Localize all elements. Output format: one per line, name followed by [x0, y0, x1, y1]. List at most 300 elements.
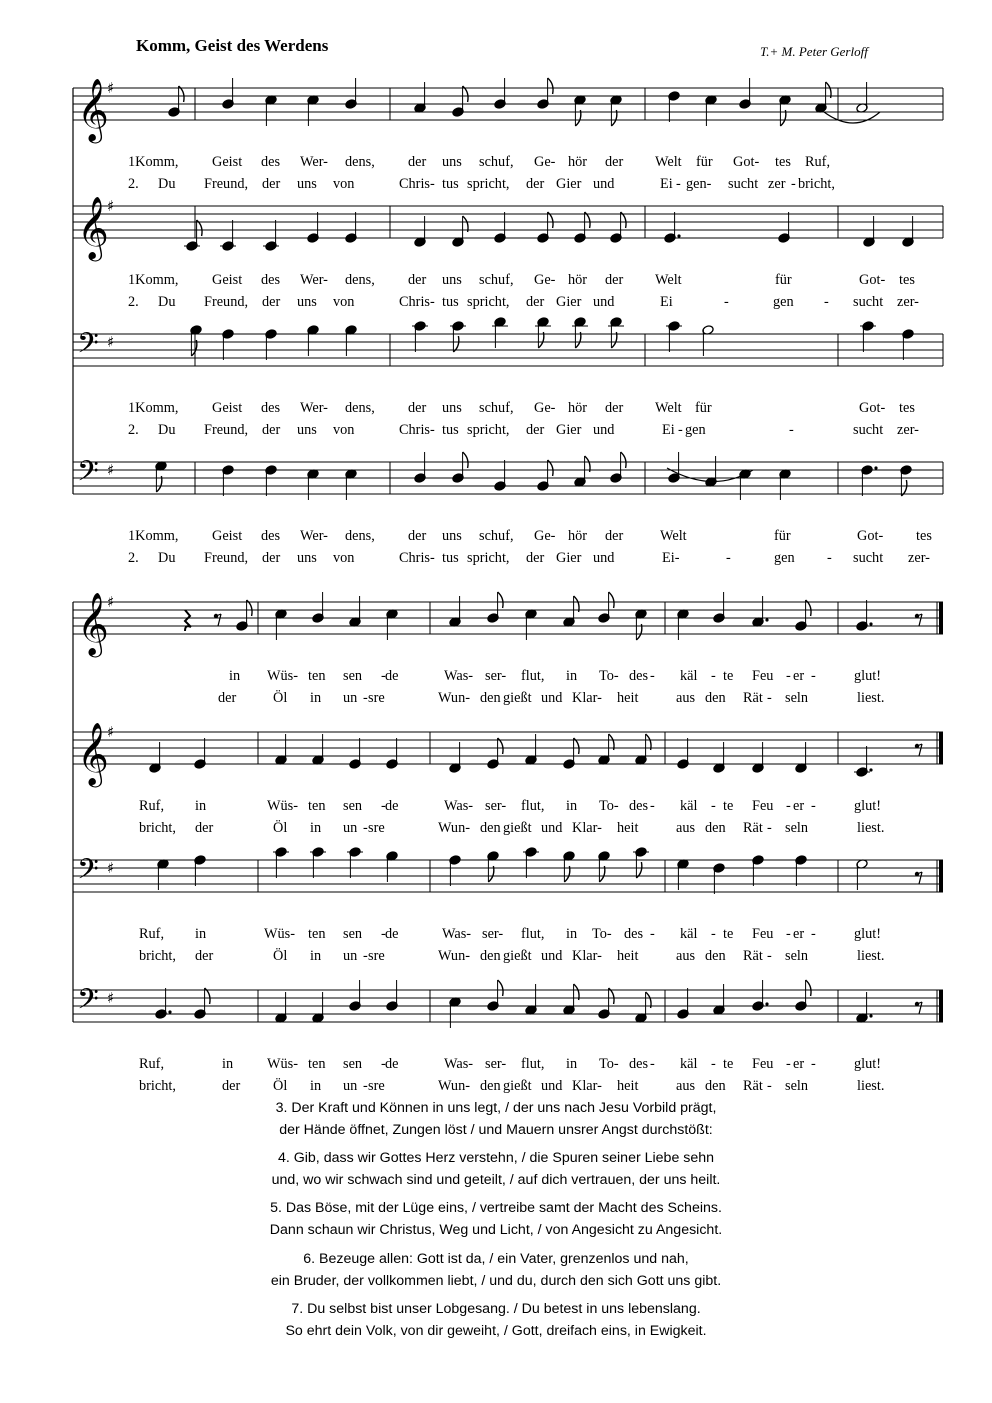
key-sharp-icon: ♯: [107, 333, 115, 351]
lyric-syllable: von: [333, 550, 355, 566]
lyric-syllable: liest.: [857, 820, 885, 836]
lyric-syllable: Feu: [752, 1056, 774, 1072]
lyric-syllable: den: [480, 690, 501, 706]
lyric-syllable: -: [789, 422, 794, 438]
lyric-syllable: und: [541, 820, 563, 836]
lyric-syllable: -: [824, 294, 829, 310]
lyric-syllable: dens,: [345, 528, 375, 544]
key-sharp-icon: ♯: [107, 461, 115, 479]
lyric-syllable: ten: [308, 1056, 326, 1072]
lyric-syllable: sen: [343, 668, 363, 684]
lyric-syllable: Chris-: [399, 294, 435, 310]
lyric-syllable: Klar-: [572, 690, 602, 706]
lyric-syllable: uns: [297, 550, 317, 566]
lyric-syllable: Gier: [556, 294, 582, 310]
lyric-syllable: hör: [568, 528, 588, 544]
lyric-syllable: sre: [368, 948, 385, 964]
lyric-syllable: den: [705, 948, 726, 964]
lyric-syllable: flut,: [521, 926, 545, 942]
lyric-syllable: liest.: [857, 1078, 885, 1094]
lyric-syllable: Welt: [655, 154, 682, 170]
lyric-syllable: Rät: [743, 948, 763, 964]
lyric-syllable: des: [261, 154, 281, 170]
stanza: [0, 1098, 992, 1141]
lyric-syllable: für: [775, 272, 792, 288]
lyric-syllable: Öl: [273, 820, 288, 836]
lyric-syllable: Ge-: [534, 528, 556, 544]
lyric-syllable: -: [827, 550, 832, 566]
lyric-syllable: sre: [368, 1078, 385, 1094]
lyric-syllable: er: [793, 1056, 805, 1072]
lyric-syllable: Freund,: [204, 422, 249, 438]
lyric-syllable: tus: [442, 176, 459, 192]
lyric-syllable: Wer-: [300, 272, 328, 288]
lyric-syllable: liest.: [857, 948, 885, 964]
eighth-rest-icon: [919, 614, 922, 626]
lyric-syllable: sucht: [853, 294, 884, 310]
note-dot: [168, 1010, 171, 1013]
lyric-syllable: gen: [773, 294, 794, 310]
lyric-syllable: tus: [442, 294, 459, 310]
lyric-syllable: gen-: [686, 176, 712, 192]
lyric-syllable: Klar-: [572, 1078, 602, 1094]
lyric-syllable: der: [605, 272, 624, 288]
lyric-syllable: Ruf,: [139, 798, 165, 814]
lyric-syllable: uns: [442, 272, 462, 288]
key-sharp-icon: ♯: [107, 79, 115, 97]
lyric-syllable: Got-: [859, 400, 886, 416]
lyric-syllable: des: [261, 400, 281, 416]
lyric-syllable: sucht: [728, 176, 759, 192]
bass-clef-icon: 𝄢: [77, 853, 99, 893]
lyric-syllable: für: [696, 154, 713, 170]
lyric-syllable: der: [526, 422, 545, 438]
stanza: [0, 1148, 992, 1191]
lyric-syllable: -: [650, 798, 655, 814]
lyric-syllable: de: [385, 926, 399, 942]
lyric-syllable: 1Komm,: [128, 528, 179, 544]
key-sharp-icon: ♯: [107, 859, 115, 877]
song-title: Komm, Geist des Werdens: [136, 36, 329, 55]
stanza-line: ein Bruder, der vollkommen liebt, / und du, durch den sich Gott uns gibt.: [270, 1272, 722, 1289]
lyric-syllable: Geist: [212, 154, 243, 170]
lyric-syllable: uns: [297, 176, 317, 192]
lyric-syllable: gießt: [503, 820, 532, 836]
lyric-syllable: -: [678, 422, 683, 438]
lyric-syllable: To-: [599, 798, 619, 814]
lyric-syllable: de: [385, 1056, 399, 1072]
lyric-syllable: zer-: [897, 294, 919, 310]
lyric-syllable: in: [310, 690, 322, 706]
lyric-syllable: Wüs-: [264, 926, 295, 942]
lyric-syllable: Du: [158, 176, 176, 192]
lyric-syllable: -: [711, 1056, 716, 1072]
treble-clef-icon: 𝄞: [77, 196, 109, 259]
lyric-syllable: -: [786, 798, 791, 814]
lyric-syllable: Welt: [655, 272, 682, 288]
lyric-syllable: Welt: [660, 528, 687, 544]
lyric-syllable: glut!: [854, 1056, 882, 1072]
lyric-syllable: -: [786, 1056, 791, 1072]
lyric-syllable: 1Komm,: [128, 272, 179, 288]
lyric-syllable: sen: [343, 798, 363, 814]
lyric-syllable: des: [629, 798, 649, 814]
lyric-syllable: in: [566, 798, 578, 814]
lyric-syllable: -: [363, 690, 368, 706]
note-dot: [677, 234, 680, 237]
lyric-syllable: für: [774, 528, 791, 544]
stanza: [0, 1249, 992, 1292]
lyric-syllable: -: [363, 948, 368, 964]
lyric-syllable: Rät: [743, 1078, 763, 1094]
lyric-syllable: Öl: [273, 690, 288, 706]
stanza-line: 5. Das Böse, mit der Lüge eins, / vertreibe samt der Macht des Scheins.: [270, 1200, 722, 1216]
lyric-syllable: glut!: [854, 798, 882, 814]
lyric-syllable: Got-: [859, 272, 886, 288]
quarter-rest-icon: [185, 610, 191, 631]
lyric-syllable: Freund,: [204, 294, 249, 310]
note-dot: [869, 622, 872, 625]
lyric-syllable: -: [381, 798, 386, 814]
lyric-syllable: 1Komm,: [128, 154, 179, 170]
key-sharp-icon: ♯: [107, 989, 115, 1007]
lyric-syllable: uns: [442, 154, 462, 170]
lyric-syllable: un: [343, 948, 358, 964]
lyric-syllable: käl: [680, 926, 698, 942]
lyric-syllable: heit: [617, 820, 639, 836]
note-flag: [498, 980, 503, 996]
final-thick-barline: [939, 602, 943, 634]
lyric-syllable: Geist: [212, 528, 243, 544]
lyric-syllable: in: [195, 798, 207, 814]
lyric-syllable: in: [195, 926, 207, 942]
lyric-syllable: gen: [774, 550, 795, 566]
lyric-syllable: Du: [158, 422, 176, 438]
lyric-syllable: Feu: [752, 798, 774, 814]
lyric-syllable: Wüs-: [267, 798, 298, 814]
lyric-syllable: spricht,: [467, 550, 510, 566]
lyric-syllable: der: [218, 690, 237, 706]
lyric-syllable: te: [723, 798, 734, 814]
lyric-syllable: To-: [599, 668, 619, 684]
stanza-line: 3. Der Kraft und Können in uns legt, / der uns nach Jesu Vorbild prägt,: [275, 1100, 717, 1116]
author-credit: T.+ M. Peter Gerloff: [760, 44, 868, 59]
lyric-syllable: Ei: [660, 176, 673, 192]
treble-clef-icon: 𝄞: [77, 722, 109, 785]
lyric-syllable: Wun-: [438, 1078, 470, 1094]
lyric-syllable: der: [262, 294, 281, 310]
lyric-syllable: Wer-: [300, 154, 328, 170]
lyric-syllable: bricht,: [798, 176, 835, 192]
lyric-syllable: 2.: [128, 422, 139, 438]
lyric-syllable: Welt: [655, 400, 682, 416]
lyric-syllable: sen: [343, 1056, 363, 1072]
lyric-syllable: Ei: [660, 294, 673, 310]
lyric-syllable: -: [363, 820, 368, 836]
lyric-syllable: der: [195, 820, 214, 836]
lyric-syllable: Got-: [857, 528, 884, 544]
lyric-syllable: ten: [308, 926, 326, 942]
lyric-syllable: der: [408, 272, 427, 288]
lyric-syllable: Du: [158, 294, 176, 310]
lyric-syllable: -: [786, 926, 791, 942]
note-flag: [548, 78, 553, 94]
lyric-syllable: und: [593, 550, 615, 566]
lyric-syllable: und: [593, 422, 615, 438]
bass-clef-icon: 𝄢: [77, 327, 99, 367]
lyric-syllable: des: [261, 272, 281, 288]
lyric-syllable: der: [526, 294, 545, 310]
lyric-syllable: der: [262, 550, 281, 566]
stanza: [0, 1198, 992, 1241]
lyric-syllable: Freund,: [204, 550, 249, 566]
lyric-syllable: ser-: [485, 798, 507, 814]
lyric-syllable: Chris-: [399, 176, 435, 192]
lyric-syllable: in: [566, 668, 578, 684]
lyric-syllable: flut,: [521, 1056, 545, 1072]
lyric-syllable: bricht,: [139, 820, 176, 836]
stanza-line: der Hände öffnet, Zungen löst / und Mauern unsrer Angst durchstößt:: [279, 1121, 713, 1138]
lyric-syllable: Wun-: [438, 948, 470, 964]
lyric-syllable: Geist: [212, 272, 243, 288]
lyric-syllable: seln: [785, 820, 809, 836]
lyric-syllable: für: [695, 400, 712, 416]
treble-clef-icon: 𝄞: [77, 592, 109, 655]
lyric-syllable: seln: [785, 1078, 809, 1094]
lyric-syllable: flut,: [521, 668, 545, 684]
lyric-syllable: käl: [680, 1056, 698, 1072]
lyric-syllable: Klar-: [572, 948, 602, 964]
lyric-syllable: Rät: [743, 690, 763, 706]
lyric-syllable: und: [541, 690, 563, 706]
lyric-syllable: der: [408, 528, 427, 544]
lyric-syllable: aus: [676, 1078, 696, 1094]
lyric-syllable: in: [229, 668, 241, 684]
lyric-syllable: heit: [617, 948, 639, 964]
lyric-syllable: -: [767, 690, 772, 706]
lyric-syllable: Ruf,: [805, 154, 831, 170]
lyric-syllable: bricht,: [139, 1078, 176, 1094]
eighth-rest-icon: [919, 744, 922, 756]
lyric-syllable: heit: [617, 1078, 639, 1094]
stanza: [0, 1299, 992, 1342]
lyric-syllable: seln: [785, 948, 809, 964]
lyric-syllable: sre: [368, 690, 385, 706]
lyric-syllable: Ei-: [662, 550, 680, 566]
note-flag: [463, 452, 468, 468]
note-dot: [869, 768, 872, 771]
lyric-syllable: in: [566, 926, 578, 942]
lyric-syllable: er: [793, 668, 805, 684]
lyric-syllable: den: [705, 820, 726, 836]
lyric-syllable: 1Komm,: [128, 400, 179, 416]
stanza-line: 7. Du selbst bist unser Lobgesang. / Du betest in uns lebenslang.: [291, 1301, 701, 1317]
lyric-syllable: -: [767, 948, 772, 964]
stanza-line: und, wo wir schwach sind und geteilt, / auf dich vertrauen, der uns heilt.: [271, 1171, 721, 1188]
lyric-syllable: tes: [899, 272, 915, 288]
lyric-syllable: -: [381, 926, 386, 942]
lyric-syllable: -: [711, 798, 716, 814]
lyric-syllable: der: [605, 400, 624, 416]
lyric-syllable: von: [333, 294, 355, 310]
lyric-syllable: -: [726, 550, 731, 566]
tie: [824, 112, 880, 123]
lyric-syllable: und: [541, 948, 563, 964]
lyric-syllable: -: [711, 926, 716, 942]
lyric-syllable: in: [222, 1056, 234, 1072]
lyric-syllable: schuf,: [479, 528, 514, 544]
lyric-syllable: des: [629, 668, 649, 684]
lyric-syllable: un: [343, 820, 358, 836]
lyric-syllable: Du: [158, 550, 176, 566]
lyric-syllable: uns: [442, 400, 462, 416]
lyric-syllable: ten: [308, 668, 326, 684]
lyric-syllable: Ge-: [534, 154, 556, 170]
lyric-syllable: dens,: [345, 154, 375, 170]
lyric-syllable: -: [363, 1078, 368, 1094]
lyric-syllable: Ruf,: [139, 926, 165, 942]
lyric-syllable: Was-: [444, 798, 474, 814]
lyric-syllable: Wun-: [438, 820, 470, 836]
lyric-syllable: den: [480, 948, 501, 964]
lyric-syllable: Got-: [733, 154, 760, 170]
lyric-syllable: von: [333, 176, 355, 192]
lyric-syllable: -: [650, 1056, 655, 1072]
lyric-syllable: Gier: [556, 176, 582, 192]
lyric-syllable: Ge-: [534, 400, 556, 416]
lyric-syllable: zer-: [897, 422, 919, 438]
lyric-syllable: de: [385, 668, 399, 684]
lyric-syllable: schuf,: [479, 400, 514, 416]
lyric-syllable: Rät: [743, 820, 763, 836]
lyric-syllable: uns: [297, 294, 317, 310]
lyric-syllable: tus: [442, 550, 459, 566]
stanza-line: So ehrt dein Volk, von dir geweiht, / Gott, dreifach eins, in Ewigkeit.: [285, 1322, 707, 1339]
lyric-syllable: gen: [685, 422, 706, 438]
note-flag: [609, 592, 614, 608]
lyric-syllable: hör: [568, 272, 588, 288]
lyric-syllable: dens,: [345, 400, 375, 416]
lyric-syllable: Was-: [444, 668, 474, 684]
final-thick-barline: [939, 732, 943, 764]
lyric-syllable: -: [811, 926, 816, 942]
lyric-syllable: -: [711, 668, 716, 684]
note-dot: [765, 618, 768, 621]
lyric-syllable: den: [705, 690, 726, 706]
treble-clef-icon: 𝄞: [77, 78, 109, 141]
lyric-syllable: -: [381, 668, 386, 684]
lyric-syllable: der: [526, 176, 545, 192]
lyric-syllable: spricht,: [467, 422, 510, 438]
lyric-syllable: Gier: [556, 422, 582, 438]
eighth-rest-icon: [919, 1002, 922, 1014]
lyric-syllable: gießt: [503, 1078, 532, 1094]
lyric-syllable: heit: [617, 690, 639, 706]
lyric-syllable: flut,: [521, 798, 545, 814]
lyric-syllable: Gier: [556, 550, 582, 566]
final-thick-barline: [939, 860, 943, 892]
lyric-syllable: spricht,: [467, 176, 510, 192]
lyric-syllable: ser-: [482, 926, 504, 942]
lyric-syllable: den: [705, 1078, 726, 1094]
lyric-syllable: zer: [768, 176, 786, 192]
lyric-syllable: sen: [343, 926, 363, 942]
lyric-syllable: der: [605, 528, 624, 544]
lyric-syllable: schuf,: [479, 154, 514, 170]
lyric-syllable: -: [724, 294, 729, 310]
lyric-syllable: Chris-: [399, 422, 435, 438]
lyric-syllable: spricht,: [467, 294, 510, 310]
lyric-syllable: -: [811, 668, 816, 684]
lyric-syllable: dens,: [345, 272, 375, 288]
lyric-syllable: des: [629, 1056, 649, 1072]
lyric-syllable: Ruf,: [139, 1056, 165, 1072]
note-flag: [806, 980, 811, 996]
lyric-syllable: tes: [916, 528, 932, 544]
lyric-syllable: te: [723, 926, 734, 942]
lyric-syllable: in: [566, 1056, 578, 1072]
lyric-syllable: Öl: [273, 948, 288, 964]
lyric-syllable: der: [262, 176, 281, 192]
lyric-syllable: tus: [442, 422, 459, 438]
lyric-syllable: und: [541, 1078, 563, 1094]
key-sharp-icon: ♯: [107, 723, 115, 741]
lyric-syllable: -: [650, 926, 655, 942]
lyric-syllable: er: [793, 798, 805, 814]
lyric-syllable: -: [676, 176, 681, 192]
lyric-syllable: Feu: [752, 668, 774, 684]
lyric-syllable: glut!: [854, 668, 882, 684]
lyric-syllable: Wun-: [438, 690, 470, 706]
note-flag: [498, 592, 503, 608]
lyric-syllable: aus: [676, 948, 696, 964]
bass-clef-icon: 𝄢: [77, 983, 99, 1023]
lyric-syllable: -: [811, 798, 816, 814]
lyric-syllable: der: [408, 154, 427, 170]
lyric-syllable: te: [723, 1056, 734, 1072]
lyric-syllable: Wüs-: [267, 1056, 298, 1072]
lyric-syllable: der: [195, 948, 214, 964]
lyric-syllable: Wer-: [300, 400, 328, 416]
stanza-line: Dann schaun wir Christus, Weg und Licht, / von Angesicht zu Angesicht.: [269, 1221, 723, 1238]
lyric-syllable: in: [310, 820, 322, 836]
lyric-syllable: Was-: [444, 1056, 474, 1072]
lyric-syllable: -: [767, 820, 772, 836]
lyric-syllable: schuf,: [479, 272, 514, 288]
lyric-syllable: glut!: [854, 926, 882, 942]
lyric-syllable: un: [343, 1078, 358, 1094]
note-flag: [621, 452, 626, 468]
lyric-syllable: den: [480, 1078, 501, 1094]
lyric-syllable: To-: [599, 1056, 619, 1072]
lyric-syllable: zer-: [908, 550, 930, 566]
lyric-syllable: uns: [442, 528, 462, 544]
lyric-syllable: den: [480, 820, 501, 836]
lyric-syllable: ser-: [485, 1056, 507, 1072]
lyric-syllable: der: [262, 422, 281, 438]
lyric-syllable: -: [767, 1078, 772, 1094]
lyric-syllable: ser-: [485, 668, 507, 684]
lyric-syllable: te: [723, 668, 734, 684]
note-dot: [765, 1002, 768, 1005]
lyric-syllable: liest.: [857, 690, 885, 706]
lyric-syllable: -: [811, 1056, 816, 1072]
lyric-syllable: käl: [680, 668, 698, 684]
lyric-syllable: der: [605, 154, 624, 170]
lyric-syllable: in: [310, 1078, 322, 1094]
lyric-syllable: -: [650, 668, 655, 684]
lyric-syllable: gießt: [503, 948, 532, 964]
